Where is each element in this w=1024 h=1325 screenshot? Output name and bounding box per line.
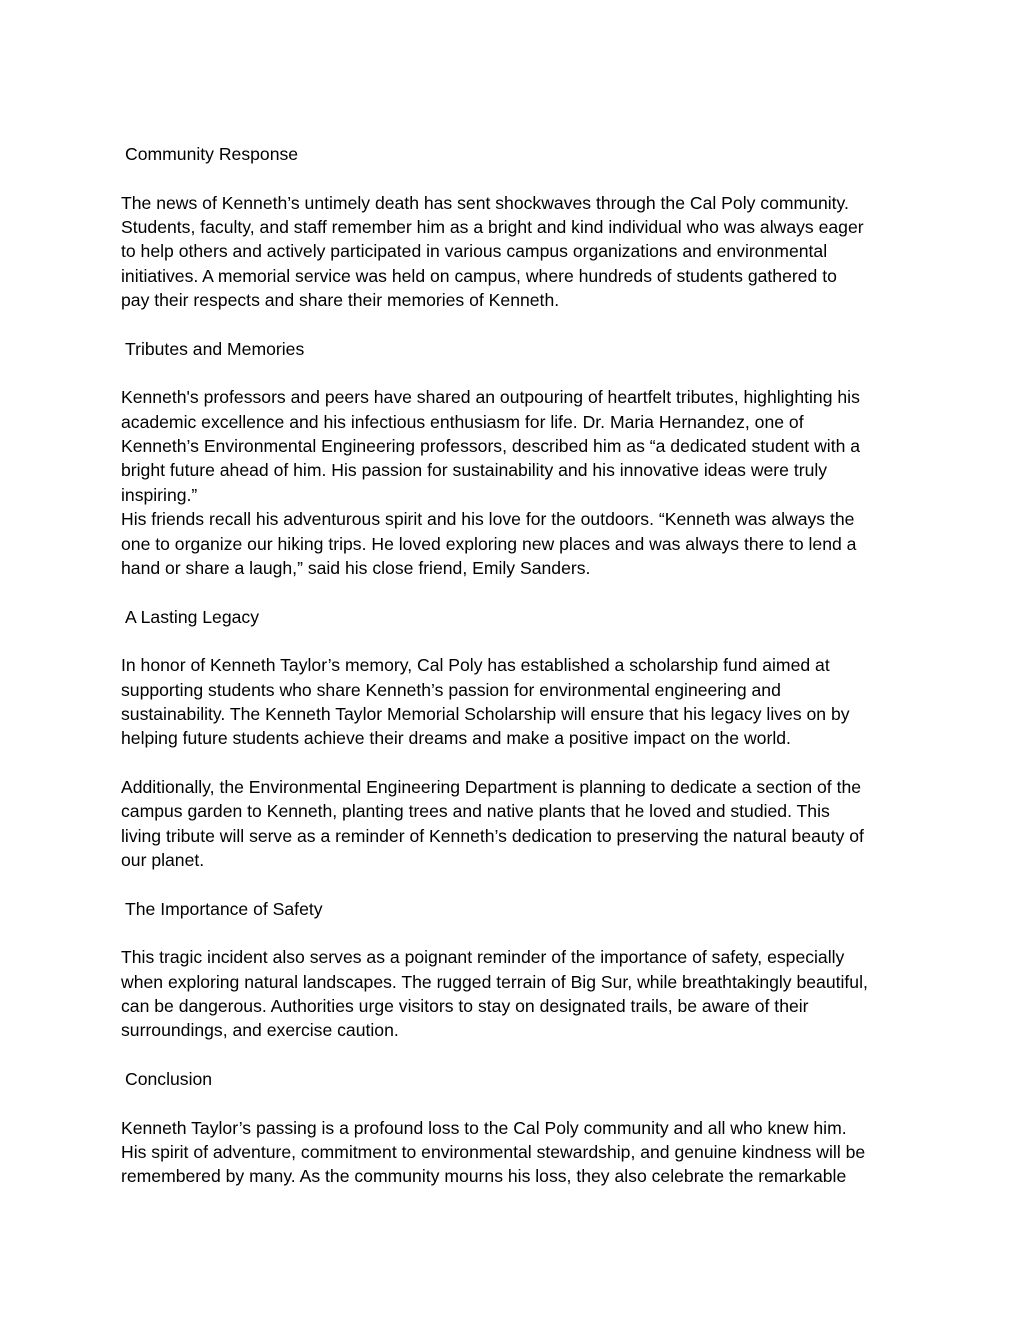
text-line: pay their respects and share their memories of Kenneth. — [121, 290, 560, 311]
text-line: when exploring natural landscapes. The rugged terrain of Big Sur, while breathtakingly beautiful, — [121, 971, 868, 992]
text-line: His friends recall his adventurous spirit and his love for the outdoors. “Kenneth was always the — [121, 509, 855, 530]
text-line: Kenneth Taylor’s passing is a profound loss to the Cal Poly community and all who knew him. — [121, 1117, 847, 1138]
text-line: Additionally, the Environmental Engineering Department is planning to dedicate a section of the — [121, 776, 862, 797]
text-line: Kenneth’s Environmental Engineering professors, described him as “a dedicated student with a — [121, 436, 861, 457]
text-line: This tragic incident also serves as a poignant reminder of the importance of safety, especially — [121, 947, 845, 968]
text-line: bright future ahead of him. His passion for sustainability and his innovative ideas were truly — [121, 460, 828, 481]
text-line: Students, faculty, and staff remember him as a bright and kind individual who was always eager — [121, 217, 864, 238]
spacer — [121, 166, 911, 190]
document-page — [121, 142, 911, 1189]
paragraph — [121, 945, 911, 1042]
text-line: In honor of Kenneth Taylor’s memory, Cal Poly has established a scholarship fund aimed at — [121, 655, 830, 676]
spacer — [121, 872, 911, 896]
text-line: His spirit of adventure, commitment to environmental stewardship, and genuine kindness will be — [121, 1142, 866, 1163]
paragraph — [121, 653, 911, 750]
spacer — [121, 580, 911, 604]
spacer — [121, 1043, 911, 1067]
section-heading: Community Response — [125, 144, 299, 164]
text-line: hand or share a laugh,” said his close friend, Emily Sanders. — [121, 557, 591, 578]
text-line: surroundings, and exercise caution. — [121, 1020, 399, 1041]
paragraph — [121, 385, 911, 580]
spacer — [121, 1091, 911, 1115]
text-line: The news of Kenneth’s untimely death has sent shockwaves through the Cal Poly community. — [121, 192, 849, 213]
text-line: to help others and actively participated in various campus organizations and environmental — [121, 241, 828, 262]
spacer — [121, 751, 911, 775]
section-heading: Tributes and Memories — [125, 338, 305, 359]
paragraph — [121, 1116, 911, 1189]
paragraph — [121, 775, 911, 872]
text-line: helping future students achieve their dreams and make a positive impact on the world. — [121, 728, 791, 749]
text-line: campus garden to Kenneth, planting trees and native plants that he loved and studied. This — [121, 801, 830, 822]
text-line: one to organize our hiking trips. He loved exploring new places and was always there to lend a — [121, 533, 857, 554]
text-line: remembered by many. As the community mourns his loss, they also celebrate the remarkable — [121, 1166, 847, 1187]
spacer — [121, 361, 911, 385]
section-heading: The Importance of Safety — [125, 898, 323, 919]
text-line: can be dangerous. Authorities urge visitors to stay on designated trails, be aware of their — [121, 996, 809, 1017]
text-line: initiatives. A memorial service was held on campus, where hundreds of students gathered to — [121, 265, 837, 286]
spacer — [121, 921, 911, 945]
text-line: Kenneth's professors and peers have shared an outpouring of heartfelt tributes, highlighting his — [121, 387, 860, 408]
section-heading: A Lasting Legacy — [125, 606, 260, 627]
spacer — [121, 312, 911, 336]
spacer — [121, 629, 911, 653]
text-line: our planet. — [121, 849, 205, 870]
text-line: inspiring.” — [121, 484, 198, 505]
paragraph — [121, 191, 911, 313]
text-line: academic excellence and his infectious enthusiasm for life. Dr. Maria Hernandez, one of — [121, 411, 804, 432]
text-line: supporting students who share Kenneth’s passion for environmental engineering and — [121, 679, 781, 700]
text-line: sustainability. The Kenneth Taylor Memorial Scholarship will ensure that his legacy lives on by — [121, 703, 850, 724]
text-line: living tribute will serve as a reminder of Kenneth’s dedication to preserving the natural beauty of — [121, 825, 864, 846]
section-heading: Conclusion — [125, 1069, 213, 1090]
